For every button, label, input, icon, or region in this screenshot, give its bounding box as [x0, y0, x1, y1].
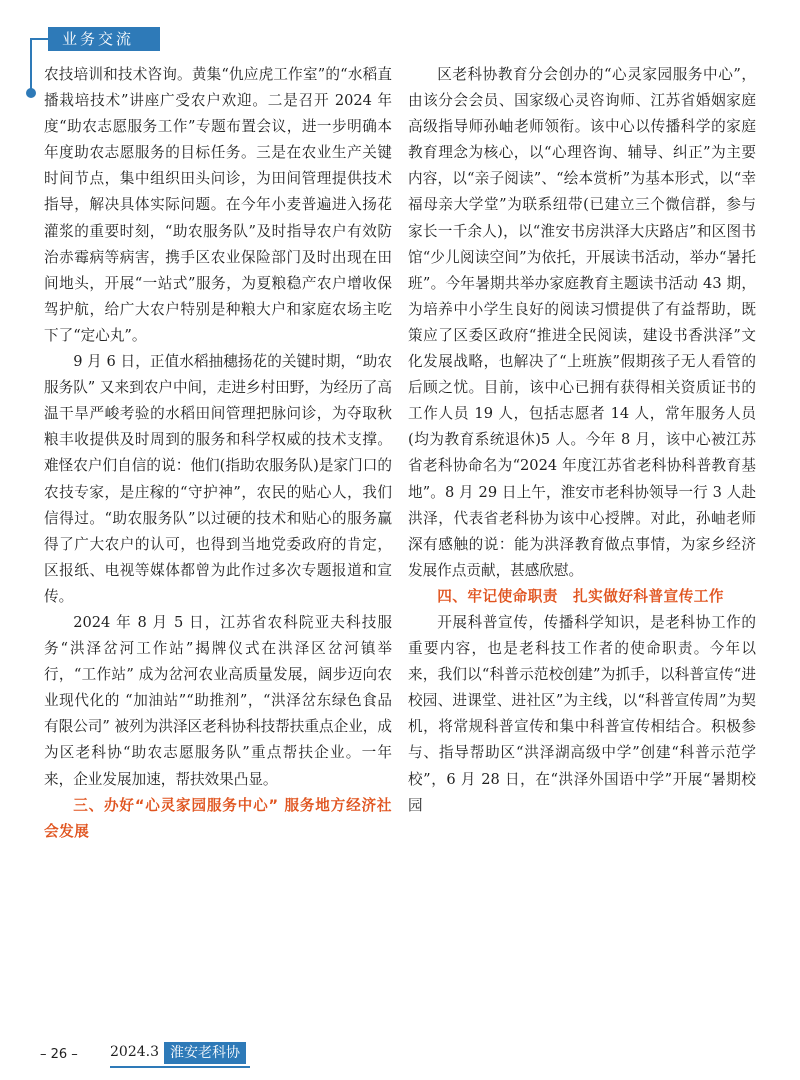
header-rule	[30, 38, 48, 40]
section-tab: 业务交流	[48, 27, 160, 51]
page-number: – 26 –	[40, 1047, 78, 1062]
paragraph: 区老科协教育分会创办的“心灵家园服务中心”，由该分会会员、国家级心灵咨询师、江苏省婚姻家庭高级指导师孙岫老师领衔。该中心以传播科学的家庭教育理念为核心，以“心理咨询、辅导、纠正”为主要内容，以“亲子阅读”、“绘本赏析”为基本形式，以“幸福母亲大学堂”为联系纽带(已建立三个微信群，参与家长一千余人)，以“淮安书房洪泽大庆路店”和区图书馆“少儿阅读空间”为依托，开展读书活动，举办“暑托班”。今年暑期共举办家庭教育主题读书活动 43 期，为培养中小学生良好的阅读习惯提供了有益帮助，既策应了区委区政府“推进全民阅读，建设书香洪泽”文化发展战略，也解决了“上班族”假期孩子无人看管的后顾之忧。目前，该中心已拥有获得相关资质证书的工作人员 19 人，包括志愿者 14 人，常年服务人员(均为教育系统退休)5 人。今年 8 月，该中心被江苏省老科协命名为“2024 年度江苏省老科协科普教育基地”。8 月 29 日上午，淮安市老科协领导一行 3 人赴洪泽，代表省老科协为该中心授牌。对此，孙岫老师深有感触的说：能为洪泽教育做点事情，为家乡经济发展作点贡献，甚感欣慰。	[408, 66, 756, 579]
paragraph: 9 月 6 日，正值水稻抽穗扬花的关键时期，“助农服务队” 又来到农户中间，走进乡村田野，为经历了高温干旱严峻考验的水稻田间管理把脉问诊，为夺取秋粮丰收提供及时周到的服务和科学权威的技术支撑。难怪农户们自信的说：他们(指助农服务队)是家门口的农技专家，是庄稼的“守护神”，农民的贴心人，我们信得过。“助农服务队”以过硬的技术和贴心的服务赢得了广大农户的认可，也得到当地党委政府的肯定，区报纸、电视等媒体都曾为此作过多次专题报道和宣传。	[44, 353, 392, 605]
paragraph: 开展科普宣传，传播科学知识，是老科协工作的重要内容，也是老科技工作者的使命职责。今年以来，我们以“科普示范校创建”为抓手，以科普宣传“进校园、进课堂、进社区”为主线，以“科普宣传周”为契机，将常规科普宣传和集中科普宣传相结合。积极参与、指导帮助区“洪泽湖高级中学”创建“科普示范学校”，6 月 28 日，在“洪泽外国语中学”开展“暑期校园	[408, 613, 756, 814]
section-heading: 三、办好“心灵家园服务中心” 服务地方经济社会发展	[44, 796, 392, 840]
left-column	[44, 62, 392, 845]
header-rail	[30, 38, 32, 90]
page-footer	[0, 1040, 800, 1070]
issue-number: 2024.3	[110, 1044, 159, 1060]
paragraph: 农技培训和技术咨询。黄集“仇应虎工作室”的“水稻直播栽培技术”讲座广受农户欢迎。二是召开 2024 年度“助农志愿服务工作”专题布置会议，进一步明确本年度助农志愿服务的目标任务。三是在农业生产关键时间节点，集中组织田头问诊，为田间管理提供技术指导，解决具体实际问题。在今年小麦普遍进入扬花灌浆的重要时刻，“助农服务队”及时指导农户有效防治赤霉病等病害，携手区农业保险部门及时出现在田间地头，开展“一站式”服务，为夏粮稳产农户增收保驾护航，给广大农户特别是种粮大户和家庭农场主吃下了“定心丸”。	[44, 66, 392, 344]
footer-rule	[110, 1066, 250, 1068]
section-heading: 四、牢记使命职责 扎实做好科普宣传工作	[437, 587, 724, 605]
magazine-name: 淮安老科协	[164, 1042, 246, 1064]
right-column	[408, 62, 756, 819]
header-dot-icon	[26, 88, 36, 98]
paragraph: 2024 年 8 月 5 日，江苏省农科院亚夫科技服务“洪泽岔河工作站”揭牌仪式在洪泽区岔河镇举行，“工作站” 成为岔河农业高质量发展，阔步迈向农业现代化的 “加油站”“助推剂”，“洪泽岔东绿色食品有限公司” 被列为洪泽区老科协科技帮扶重点企业，成为区老科协“助农志愿服务队”重点帮扶企业。一年来，企业发展加速，帮扶效果凸显。	[44, 613, 392, 788]
